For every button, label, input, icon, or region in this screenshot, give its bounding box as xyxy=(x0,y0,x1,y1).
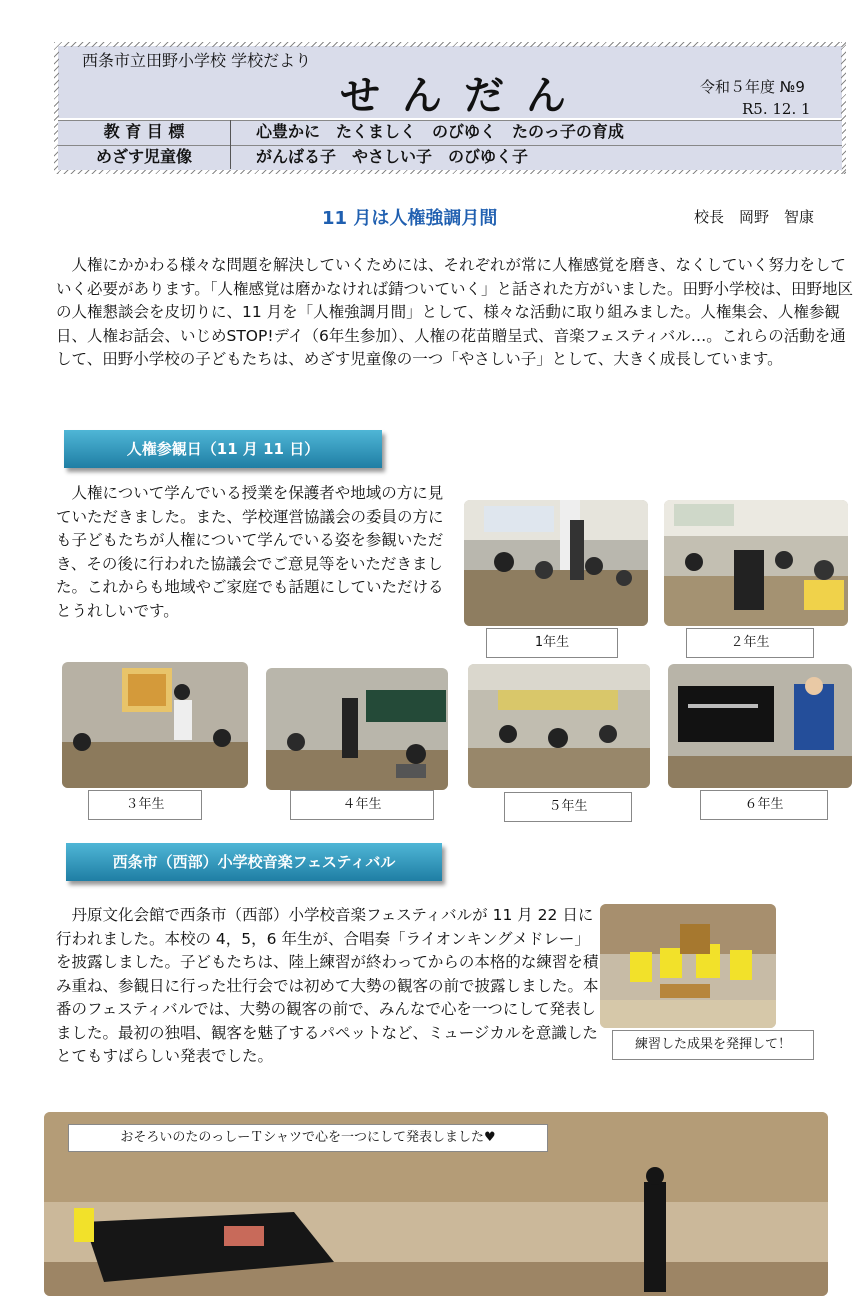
article-body: 人権にかかわる様々な問題を解決していくためには、それぞれが常に人権感覚を磨き、なくしていく努力をしていく必要があります。「人権感覚は磨かなければ錆ついていく」と話された方がいました。田野小学校は、田野地区の人権懇談会を皮切りに、11 月を「人権強調月間」として、様々な活動に取り組みました。人権集会、人権参観日、人権お話会、いじめSTOP!デイ（6年生参加）、人権の花苗贈呈式、音楽フェスティバル…。これらの活動を通して、田野小学校の子どもたちは、めざす児童像の一つ「やさしい子」として、大きく成長しています。 xyxy=(56,256,854,368)
photo-grade2 xyxy=(664,500,848,626)
photo-caption: ５年生 xyxy=(504,792,632,822)
issue-number: 令和５年度 №9 xyxy=(700,78,805,96)
ideal-text: がんばる子 やさしい子 のびゆく子 xyxy=(256,147,529,166)
article-author: 校長 岡野 智康 xyxy=(694,208,815,226)
photo-rehearsal xyxy=(600,904,776,1028)
photo-grade3 xyxy=(62,662,248,788)
section-body: 丹原文化会館で西条市（西部）小学校音楽フェスティバルが 11 月 22 日に行われました。本校の 4，5，6 年生が、合唱奏「ライオンキングメドレー」を披露しました。子どもたちは、陸上練習が終わってからの本格的な練習を積み重ね、参観日に行った壮行会では初めて大勢の観客の前で披露しました。本番のフェスティバルでは、大勢の観客の前で、みんなで心を一つにして発表しました。最初の独唱、観客を魅了するパペットなど、ミュージカルを意識したとてもすばらしい発表でした。 xyxy=(56,906,599,1065)
photo-grade4 xyxy=(266,668,448,790)
goal-label: 教 育 目 標 xyxy=(103,122,185,141)
photo-grade1 xyxy=(464,500,648,626)
goal-text: 心豊かに たくましく のびゆく たのっ子の育成 xyxy=(256,122,624,141)
photo-caption: ２年生 xyxy=(686,628,814,658)
issue-date: R5. 12. 1 xyxy=(742,100,811,118)
divider xyxy=(230,120,231,169)
section-body: 人権について学んでいる授業を保護者や地域の方に見ていただきました。また、学校運営協議会の委員の方にも子どもたちが人権について学んでいる姿を参観いただき、その後に行われた協議会でご意見等をいただきました。これからも地域やご家庭でも話題にしていただけるとうれしいです。 xyxy=(56,484,444,620)
ideal-label: めざす児童像 xyxy=(95,147,192,166)
photo-caption: ６年生 xyxy=(700,790,828,820)
header-border xyxy=(54,42,846,47)
photo-caption: おそろいのたのっしーＴシャツで心を一つにして発表しました♥ xyxy=(68,1124,548,1152)
photo-caption: ３年生 xyxy=(88,790,202,820)
photo-grade6 xyxy=(668,664,852,788)
photo-caption: ４年生 xyxy=(290,790,434,820)
article-heading: 11 月は人権強調月間 xyxy=(322,208,498,229)
photo-grade5 xyxy=(468,664,650,788)
section-heading: 人権参観日（11 月 11 日） xyxy=(64,430,382,468)
section-heading: 西条市（西部）小学校音楽フェスティバル xyxy=(66,843,442,881)
photo-caption: 練習した成果を発揮して！ xyxy=(612,1030,814,1060)
school-name: 西条市立田野小学校 学校だより xyxy=(82,51,312,70)
photo-caption: 1年生 xyxy=(486,628,618,658)
newsletter-title: せんだん xyxy=(340,73,588,119)
